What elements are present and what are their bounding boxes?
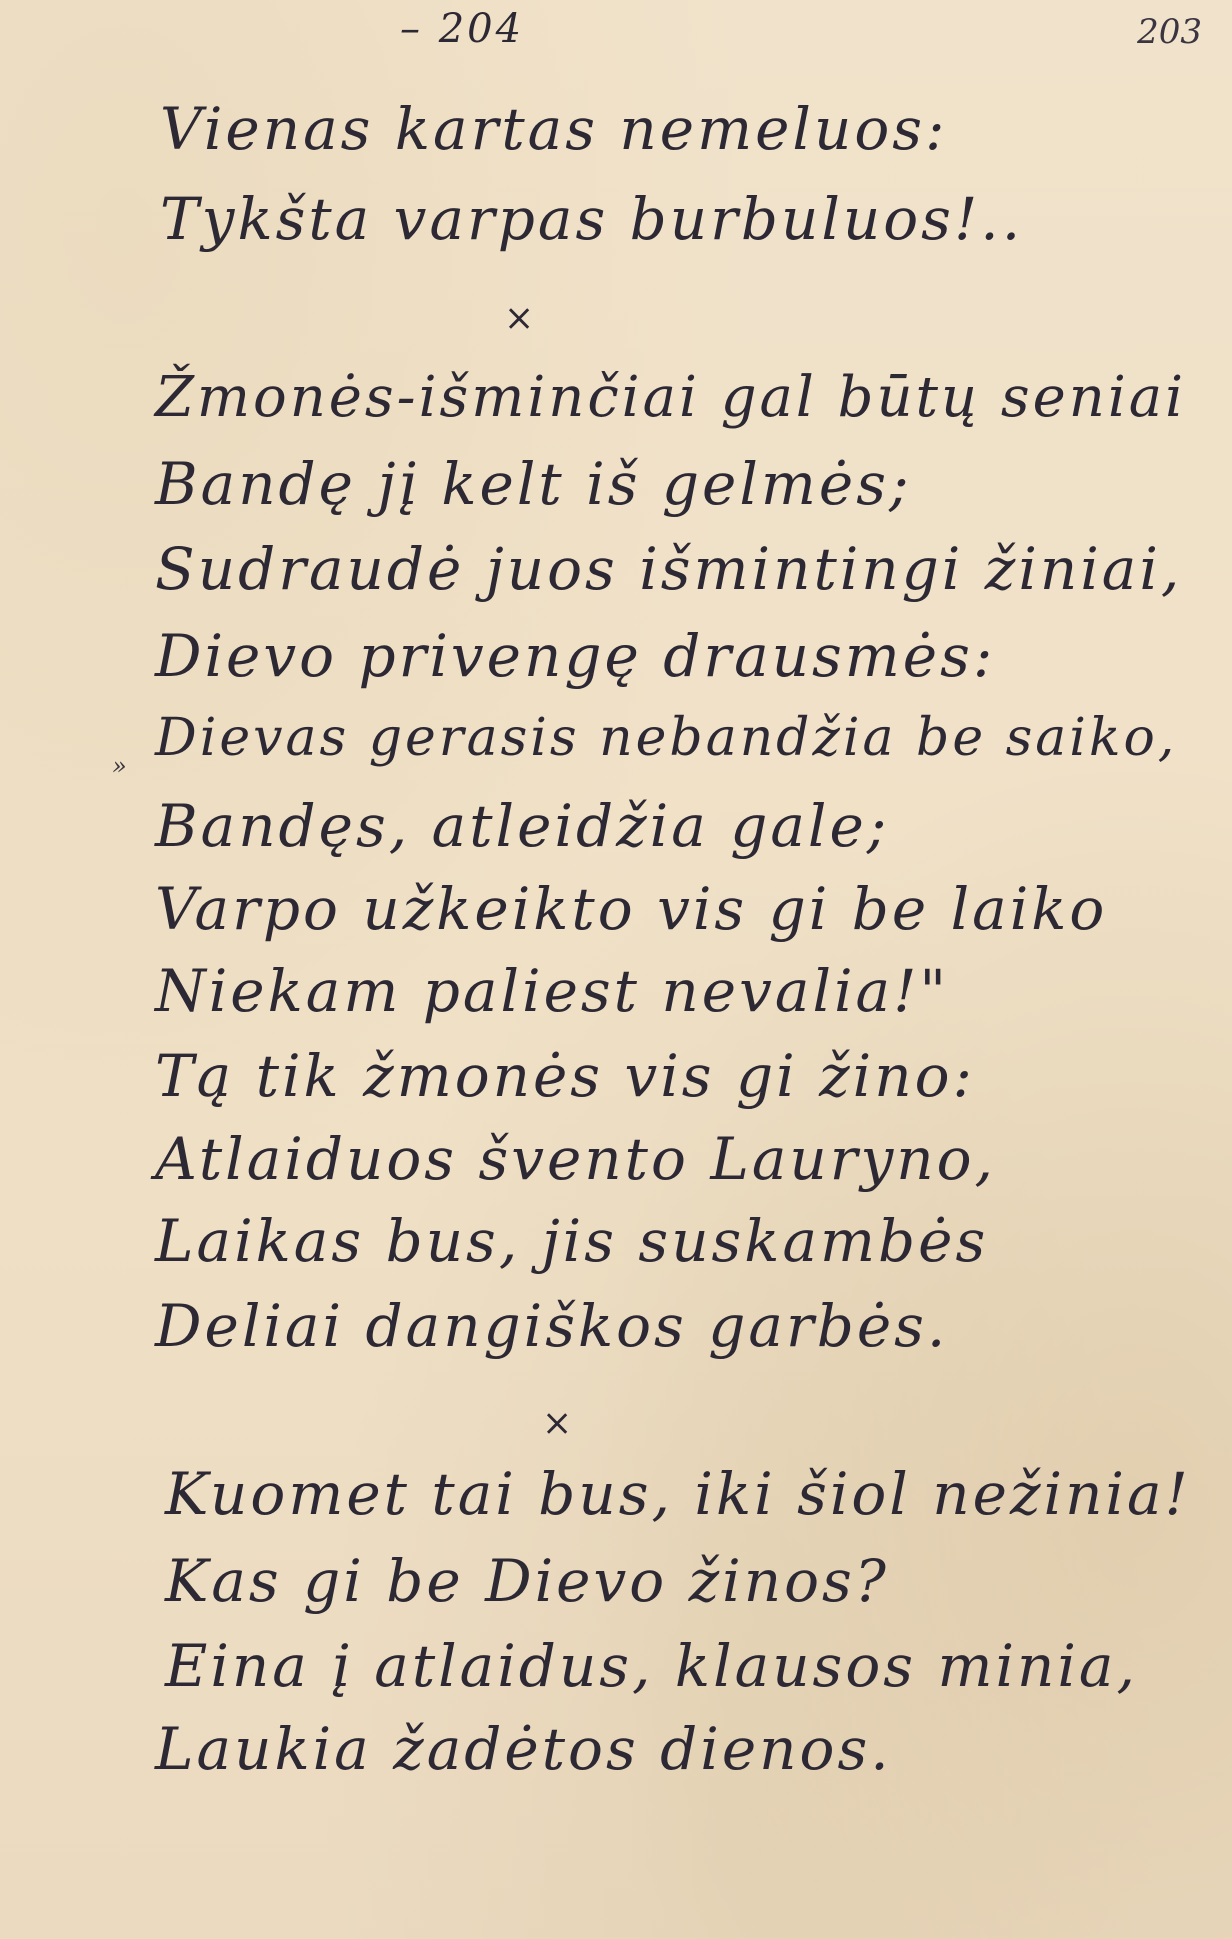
- poem-line: Varpo užkeikto vis gi be laiko: [155, 875, 1108, 943]
- poem-line: Kas gi be Dievo žinos?: [165, 1547, 889, 1615]
- poem-line: Tykšta varpas burbuluos!..: [160, 185, 1024, 253]
- page-number: – 204: [400, 6, 525, 52]
- quote-mark: »: [112, 752, 127, 780]
- section-divider: ×: [504, 298, 535, 339]
- poem-line: Vienas kartas nemeluos:: [160, 95, 948, 163]
- poem-line: Tą tik žmonės vis gi žino:: [155, 1042, 976, 1110]
- poem-line: Laukia žadėtos dienos.: [155, 1715, 892, 1783]
- section-divider: ×: [542, 1403, 573, 1444]
- poem-line: Žmonės-išminčiai gal būtų seniai: [155, 365, 1187, 430]
- poem-line: Bandęs, atleidžia gale;: [155, 792, 890, 860]
- poem-line: Sudraudė juos išmintingi žiniai,: [155, 535, 1183, 603]
- poem-line: Niekam paliest nevalia!": [155, 957, 950, 1025]
- page-number-right: 203: [1137, 12, 1202, 52]
- poem-line: Kuomet tai bus, iki šiol nežinia!: [165, 1460, 1191, 1528]
- poem-line: Dievas gerasis nebandžia be saiko,: [155, 708, 1178, 768]
- poem-line: Atlaiduos švento Lauryno,: [155, 1125, 996, 1193]
- poem-line: Dievo privengę drausmės:: [155, 622, 996, 690]
- poem-line: Eina į atlaidus, klausos minia,: [165, 1632, 1138, 1700]
- poem-line: Laikas bus, jis suskambės: [155, 1207, 989, 1275]
- poem-line: Deliai dangiškos garbės.: [155, 1292, 949, 1360]
- poem-line: Bandę jį kelt iš gelmės;: [155, 450, 912, 518]
